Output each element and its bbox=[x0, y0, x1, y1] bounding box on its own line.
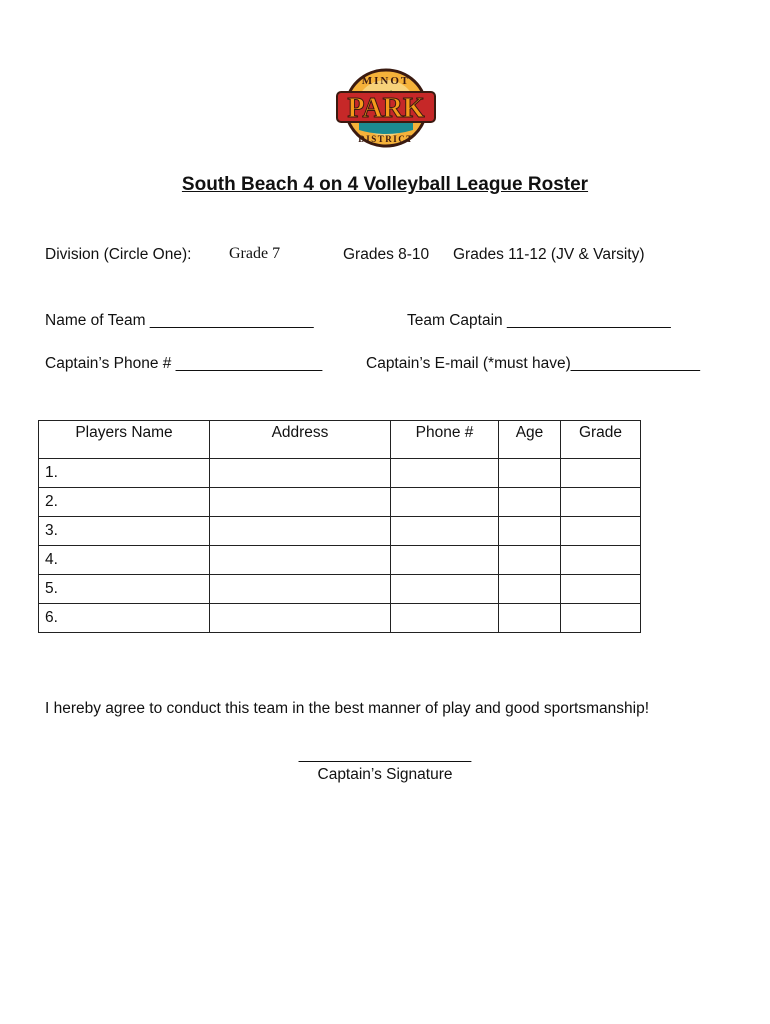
header-players-name: Players Name bbox=[39, 421, 210, 459]
header-address: Address bbox=[210, 421, 391, 459]
address-cell[interactable] bbox=[210, 546, 391, 575]
team-name-field[interactable]: Name of Team ___________________ bbox=[45, 312, 314, 329]
grade-cell[interactable] bbox=[561, 546, 641, 575]
signature-line[interactable]: ____________________ bbox=[298, 746, 472, 763]
header-grade: Grade bbox=[561, 421, 641, 459]
address-cell[interactable] bbox=[210, 459, 391, 488]
row-number: 4. bbox=[39, 546, 210, 575]
grade-cell[interactable] bbox=[561, 604, 641, 633]
age-cell[interactable] bbox=[499, 517, 561, 546]
address-cell[interactable] bbox=[210, 604, 391, 633]
phone-cell[interactable] bbox=[391, 517, 499, 546]
phone-cell[interactable] bbox=[391, 575, 499, 604]
age-cell[interactable] bbox=[499, 575, 561, 604]
roster-table bbox=[38, 420, 641, 633]
row-number: 2. bbox=[39, 488, 210, 517]
logo-main-text: PARK bbox=[347, 93, 425, 124]
phone-cell[interactable] bbox=[391, 459, 499, 488]
age-cell[interactable] bbox=[499, 546, 561, 575]
division-option-grades-11-12[interactable]: Grades 11-12 (JV & Varsity) bbox=[453, 246, 645, 263]
row-number: 6. bbox=[39, 604, 210, 633]
table-row bbox=[39, 546, 641, 575]
grade-cell[interactable] bbox=[561, 517, 641, 546]
address-cell[interactable] bbox=[210, 488, 391, 517]
phone-cell[interactable] bbox=[391, 604, 499, 633]
division-label: Division (Circle One): bbox=[45, 246, 192, 263]
row-number: 3. bbox=[39, 517, 210, 546]
table-row bbox=[39, 459, 641, 488]
address-cell[interactable] bbox=[210, 575, 391, 604]
phone-cell[interactable] bbox=[391, 546, 499, 575]
agreement-text: I hereby agree to conduct this team in the best manner of play and good sportsmanship! bbox=[45, 700, 650, 717]
table-row bbox=[39, 604, 641, 633]
logo-bottom-text: DISTRICT bbox=[358, 134, 414, 144]
captain-email-field[interactable]: Captain’s E-mail (*must have)_______________ bbox=[366, 355, 701, 372]
roster-header-row bbox=[39, 421, 641, 459]
minot-park-district-logo bbox=[335, 66, 437, 150]
logo-top-text: MINOT bbox=[361, 75, 411, 87]
address-cell[interactable] bbox=[210, 517, 391, 546]
age-cell[interactable] bbox=[499, 459, 561, 488]
row-number: 1. bbox=[39, 459, 210, 488]
age-cell[interactable] bbox=[499, 488, 561, 517]
row-number: 5. bbox=[39, 575, 210, 604]
captain-phone-field[interactable]: Captain’s Phone # _________________ bbox=[45, 355, 323, 372]
division-option-grades-8-10[interactable]: Grades 8-10 bbox=[343, 246, 430, 263]
header-phone: Phone # bbox=[391, 421, 499, 459]
division-option-grade-7[interactable]: Grade 7 bbox=[229, 245, 281, 262]
table-row bbox=[39, 517, 641, 546]
table-row bbox=[39, 575, 641, 604]
grade-cell[interactable] bbox=[561, 575, 641, 604]
signature-label: Captain’s Signature bbox=[317, 766, 453, 783]
team-captain-field[interactable]: Team Captain ___________________ bbox=[407, 312, 671, 329]
page-title: South Beach 4 on 4 Volleyball League Roster bbox=[181, 174, 589, 195]
age-cell[interactable] bbox=[499, 604, 561, 633]
grade-cell[interactable] bbox=[561, 488, 641, 517]
header-age: Age bbox=[499, 421, 561, 459]
grade-cell[interactable] bbox=[561, 459, 641, 488]
phone-cell[interactable] bbox=[391, 488, 499, 517]
table-row bbox=[39, 488, 641, 517]
